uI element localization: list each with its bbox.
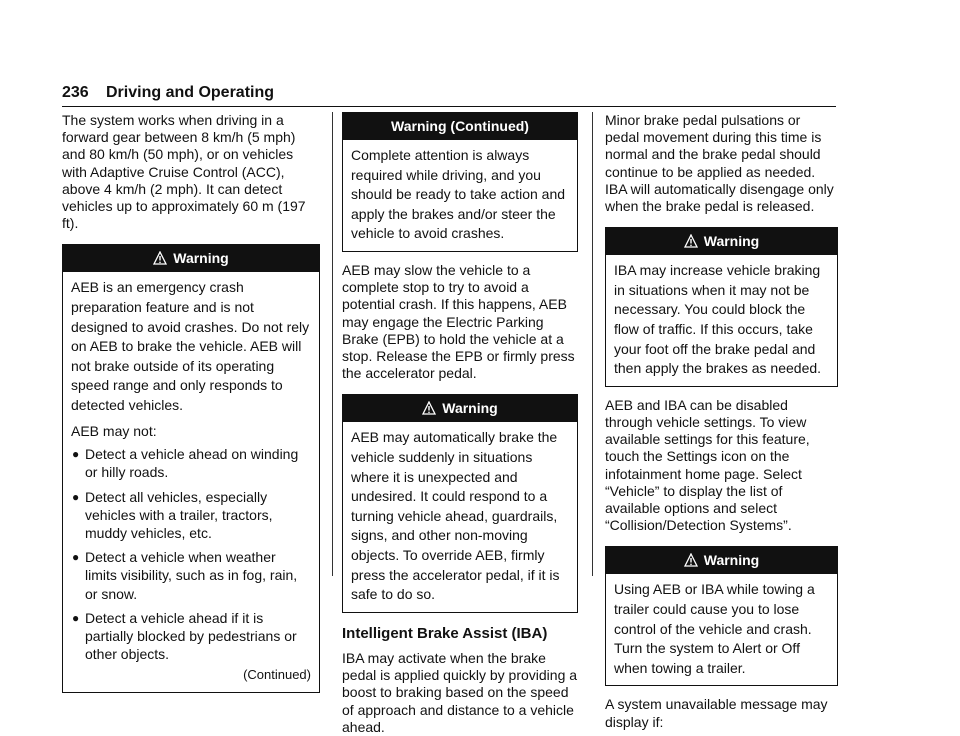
bullet-icon: ● xyxy=(72,447,80,462)
warning-header xyxy=(606,547,837,574)
intro-paragraph: The system works when driving in a forward gear between 8 km/h (5 mph) and 80 km/h (50 mph), or on vehicles with Adaptive Cruise Control (ACC), above 4 km/h (2 mph). It can detect vehicles up to approximately 60 m (197 ft). xyxy=(62,112,306,232)
list-item: ● Detect all vehicles, especially vehicles with a trailer, tractors, muddy vehicles, etc. xyxy=(72,488,273,541)
warning-body xyxy=(63,272,319,692)
page-header xyxy=(62,84,836,107)
warning-header xyxy=(606,228,837,255)
warning-text: AEB may not: xyxy=(71,422,157,439)
paragraph: AEB may slow the vehicle to a complete stop to try to avoid a potential crash. If this happens, AEB may engage the Electric Parking Brake (EPB) to hold the vehicle at a stop. Release the EPB or firmly press the accelerator pedal. xyxy=(342,261,575,382)
warning-body xyxy=(343,422,577,611)
warning-title: Warning xyxy=(442,400,498,417)
list-item: ● Detect a vehicle when weather limits visibility, such as in fog, rain, or snow. xyxy=(72,549,298,602)
warning-body xyxy=(343,140,577,251)
warning-triangle-icon xyxy=(422,397,436,424)
warning-title: Warning xyxy=(173,250,229,267)
paragraph: Minor brake pedal pulsations or pedal movement during this time is normal and the brake pedal should continue to be applied as needed. IBA will automatically disengage only when the brake pedal is released. xyxy=(605,112,834,215)
warning-box xyxy=(342,394,578,612)
warning-header xyxy=(343,395,577,422)
list-item: ● Detect a vehicle ahead if it is partially blocked by pedestrians or other objects. xyxy=(72,609,297,663)
warning-box xyxy=(62,244,320,693)
section-heading: Intelligent Brake Assist (IBA) xyxy=(342,624,548,642)
warning-body xyxy=(606,255,837,386)
paragraph: A system unavailable message may display if: xyxy=(605,696,828,730)
warning-triangle-icon xyxy=(684,549,698,576)
column-1 xyxy=(62,112,320,693)
warning-header: Warning (Continued) xyxy=(343,113,577,140)
warning-header xyxy=(63,245,319,272)
bullet-icon: ● xyxy=(72,550,80,565)
warning-triangle-icon xyxy=(684,230,698,257)
column-divider xyxy=(332,112,333,576)
warning-box xyxy=(605,546,838,686)
paragraph: IBA may activate when the brake pedal is applied quickly by providing a boost to braking based on the speed of approach and distance to a vehicle ahead. xyxy=(342,649,578,735)
paragraph: AEB and IBA can be disabled through vehicle settings. To view available settings for this feature, touch the Settings icon on the infotainment home page. Select “Vehicle” to display the list of available options and select “Collision/Detection Systems”. xyxy=(605,396,810,534)
column-divider xyxy=(592,112,593,576)
list-item: ● Detect a vehicle ahead on winding or hilly roads. xyxy=(72,446,299,481)
section-title: Driving and Operating xyxy=(106,84,275,101)
continued-label: (Continued) xyxy=(243,667,311,683)
column-2 xyxy=(342,112,578,736)
column-3 xyxy=(605,112,838,731)
warning-text: AEB is an emergency crash preparation feature and is not designed to avoid crashes. Do not rely on AEB to brake the vehicle. AEB will not brake outside of its operating speed range and only responds to detected vehicles. xyxy=(71,279,310,413)
bullet-list xyxy=(71,445,311,663)
warning-text: AEB may automatically brake the vehicle suddenly in situations where it is unexpected and undesired. It could respond to a turning vehicle ahead, guardrails, signs, and other non-moving objects. To override AEB, firmly press the accelerator pedal, if it is safe to do so. xyxy=(351,429,560,603)
warning-title: Warning xyxy=(703,233,760,250)
warning-title: Warning xyxy=(703,552,760,569)
bullet-icon: ● xyxy=(72,489,80,504)
bullet-icon: ● xyxy=(72,610,80,625)
page-number: 236 xyxy=(62,84,89,101)
warning-text: IBA may increase vehicle braking in situations when it may not be necessary. You could block the flow of traffic. If this occurs, take your foot off the brake pedal and then apply the brakes as needed. xyxy=(614,262,822,377)
warning-box-continued xyxy=(342,112,578,252)
warning-text: Complete attention is always required while driving, and you should be ready to take action and apply the brakes and/or steer the vehicle to avoid crashes. xyxy=(351,147,566,242)
warning-body xyxy=(606,574,837,685)
warning-text: Using AEB or IBA while towing a trailer could cause you to lose control of the vehicle and crash. Turn the system to Alert or Off when towing a trailer. xyxy=(614,581,815,676)
warning-triangle-icon xyxy=(153,247,167,274)
warning-box xyxy=(605,227,838,387)
